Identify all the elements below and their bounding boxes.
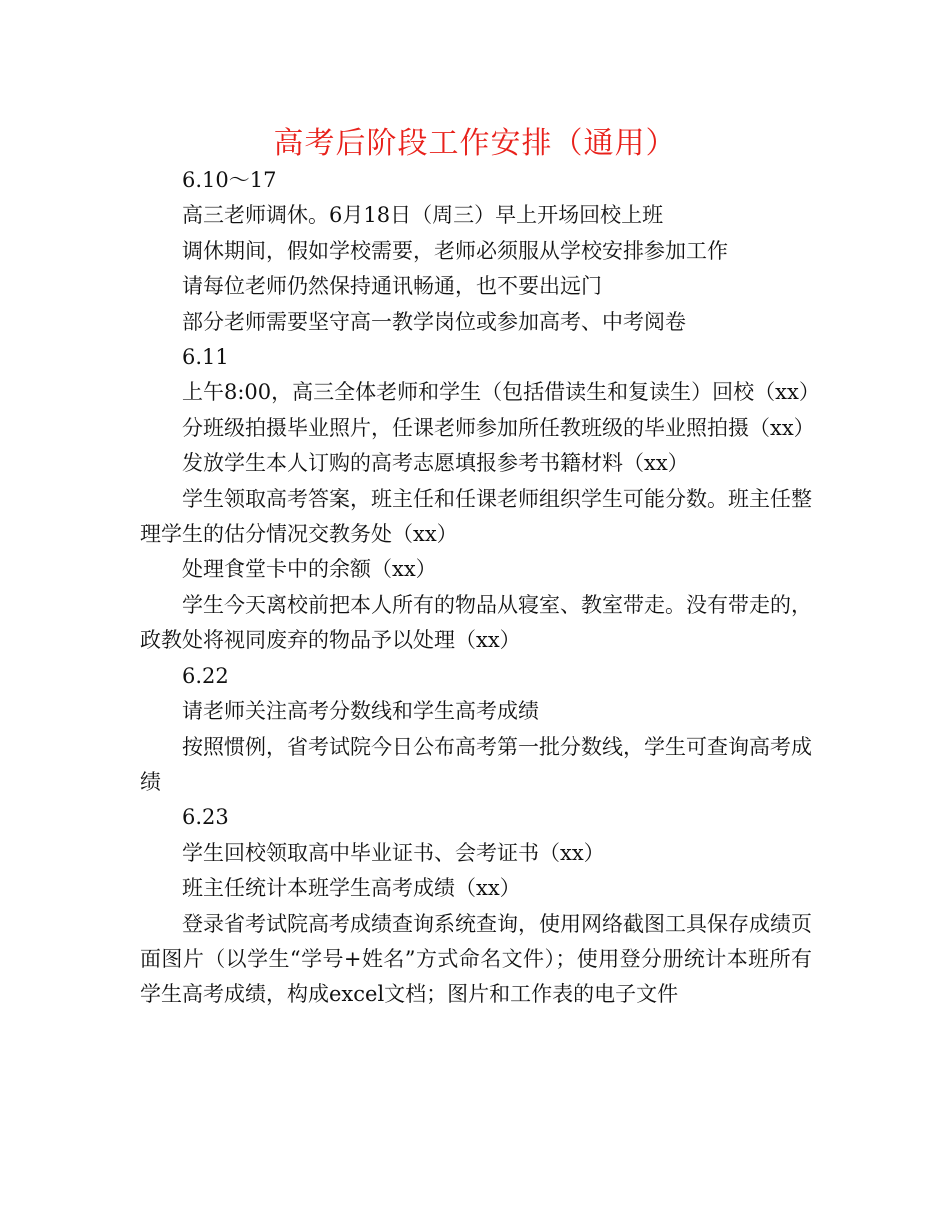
paragraph: 分班级拍摄毕业照片，任课老师参加所任教班级的毕业照拍摄（xx） [182,415,815,440]
document-body [140,163,820,1013]
paragraph: 调休期间，假如学校需要，老师必须服从学校安排参加工作 [182,238,728,263]
paragraph: 处理食堂卡中的余额（xx） [182,557,437,582]
date-heading: 6.10～17 [182,168,277,192]
paragraph: 发放学生本人订购的高考志愿填报参考书籍材料（xx） [182,451,689,476]
document-title: 高考后阶段工作安排（通用） [273,126,677,161]
paragraph: 请老师关注高考分数线和学生高考成绩 [182,699,539,724]
date-heading: 6.23 [182,805,229,830]
paragraph: 班主任统计本班学生高考成绩（xx） [182,876,521,901]
paragraph: 请每位老师仍然保持通讯畅通，也不要出远门 [182,274,602,299]
paragraph: 按照惯例，省考试院今日公布高考第一批分数线，学生可查询高考成绩 [140,734,812,794]
paragraph: 学生回校领取高中毕业证书、会考证书（xx） [182,840,605,865]
paragraph: 高三老师调休。6月18日（周三）早上开场回校上班 [182,203,664,228]
paragraph: 登录省考试院高考成绩查询系统查询，使用网络截图工具保存成绩页面图片（以学生“学号+姓名”方式命名文件）；使用登分册统计本班所有学生高考成绩，构成excel文档；图片和工作表的电子文件 [140,911,812,1007]
date-heading: 6.22 [182,663,229,688]
paragraph: 学生领取高考答案，班主任和任课老师组织学生可能分数。班主任整理学生的估分情况交教务处（xx） [140,486,812,547]
paragraph: 学生今天离校前把本人所有的物品从寝室、教室带走。没有带走的，政教处将视同废弃的物品予以处理（xx） [140,592,812,653]
paragraph: 部分老师需要坚守高一教学岗位或参加高考、中考阅卷 [182,309,686,334]
date-heading: 6.11 [182,345,229,370]
paragraph: 上午8:00，高三全体老师和学生（包括借读生和复读生）回校（xx） [182,380,820,405]
